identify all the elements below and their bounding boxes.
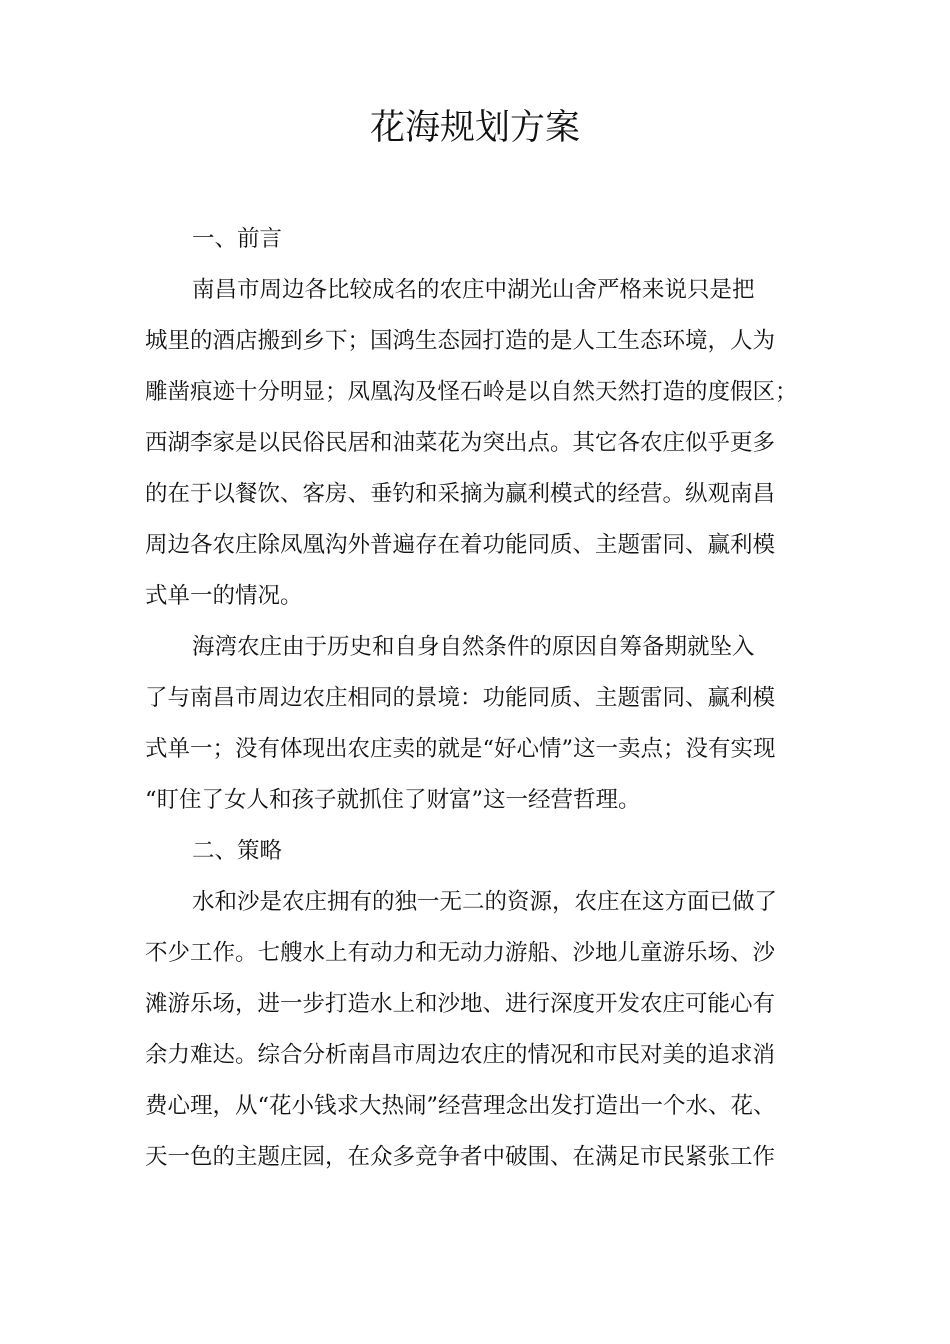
text-line: 余力难达。综合分析南昌市周边农庄的情况和市民对美的追求消 — [145, 1042, 776, 1068]
text-line: 了与南昌市周边农庄相同的景境：功能同质、主题雷同、赢利模 — [145, 685, 776, 711]
text-line: 水和沙是农庄拥有的独一无二的资源，农庄在这方面已做了 — [192, 889, 778, 915]
text-line: 南昌市周边各比较成名的农庄中湖光山舍严格来说只是把 — [192, 277, 755, 303]
paragraph-strategy-1 — [145, 877, 825, 1183]
text-line: 天一色的主题庄园，在众多竞争者中破围、在满足市民紧张工作 — [145, 1144, 776, 1170]
text-line: “盯住了女人和孩子就抓住了财富”这一经营哲理。 — [145, 787, 641, 813]
text-line: 费心理，从“花小钱求大热闹”经营理念出发打造出一个水、花、 — [145, 1093, 776, 1119]
paragraph-preface-2 — [145, 622, 825, 826]
text-line: 不少工作。七艘水上有动力和无动力游船、沙地儿童游乐场、沙 — [145, 940, 776, 966]
section-heading-preface: 一、前言 — [192, 226, 283, 252]
text-line: 的在于以餐饮、客房、垂钓和采摘为赢利模式的经营。纵观南昌 — [145, 481, 776, 507]
text-line: 海湾农庄由于历史和自身自然条件的原因自筹备期就坠入 — [192, 634, 755, 660]
paragraph-preface-1 — [145, 265, 825, 622]
document-body — [145, 214, 825, 1183]
document-title: 花海规划方案 — [369, 108, 580, 148]
text-line: 西湖李家是以民俗民居和油菜花为突出点。其它各农庄似乎更多 — [145, 430, 776, 456]
text-line: 城里的酒店搬到乡下；国鸿生态园打造的是人工生态环境，人为 — [145, 328, 776, 354]
section-heading-strategy: 二、策略 — [192, 838, 283, 864]
text-line: 式单一的情况。 — [145, 583, 303, 609]
text-line: 滩游乐场，进一步打造水上和沙地、进行深度开发农庄可能心有 — [145, 991, 776, 1017]
text-line: 式单一；没有体现出农庄卖的就是“好心情”这一卖点；没有实现 — [145, 736, 776, 762]
text-line: 周边各农庄除凤凰沟外普遍存在着功能同质、主题雷同、赢利模 — [145, 532, 776, 558]
text-line: 雕凿痕迹十分明显；凤凰沟及怪石岭是以自然天然打造的度假区； — [145, 379, 798, 405]
